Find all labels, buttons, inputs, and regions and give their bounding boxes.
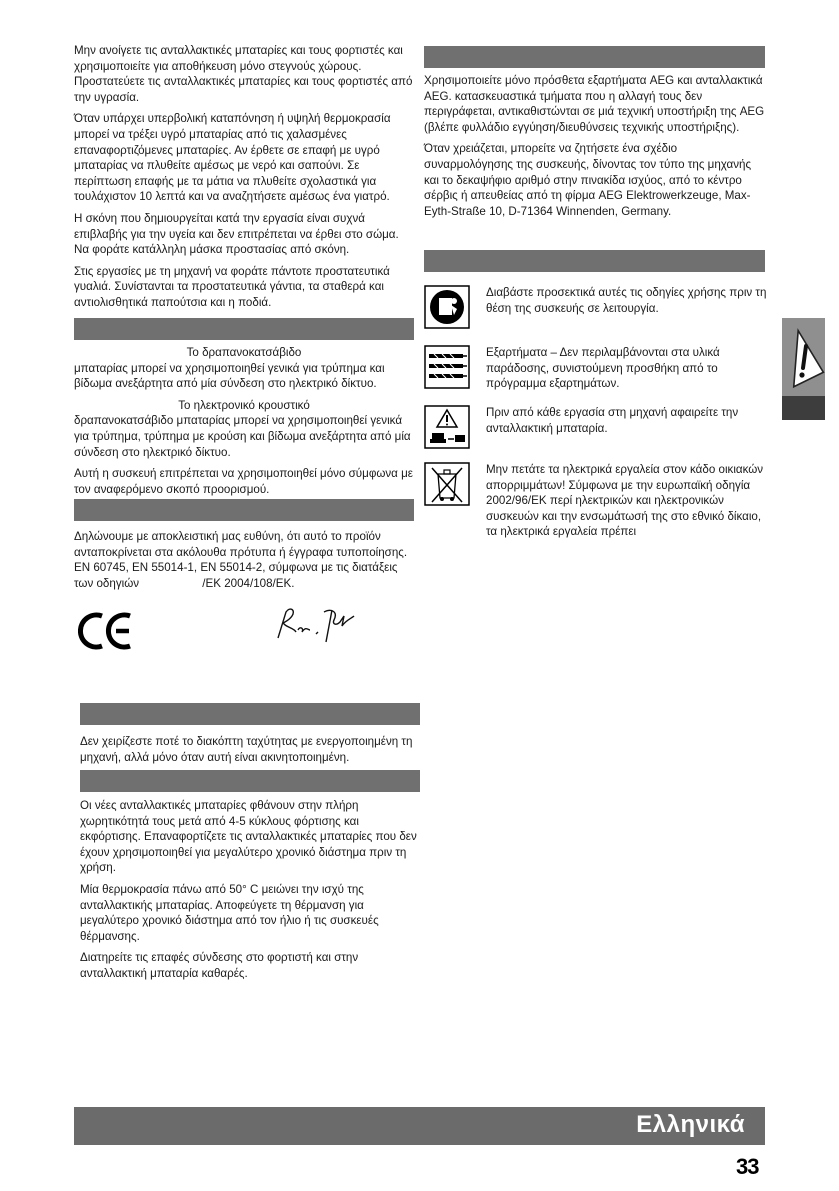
signature xyxy=(272,602,362,648)
usage-line-1-rest: μπαταρίας μπορεί να χρησιμοποιηθεί γενικά για τρύπημα και βίδωμα ανεξάρτητα από μία σύνδεση στο ηλεκτρικό δίκτυο. xyxy=(74,361,385,391)
usage-line-2-start: Το ηλεκτρονικό κρουστικό xyxy=(178,398,310,412)
symbol-text: Πριν από κάθε εργασία στη μηχανή αφαιρείτε την ανταλλακτική μπαταρία. xyxy=(486,406,739,435)
read-manual-icon xyxy=(424,285,470,329)
usage-line-2-rest: δραπανοκατσάβιδο μπαταρίας μπορεί να χρησιμοποιηθεί γενικά για τρύπημα, τρύπημα με κρούση και βίδωμα ανεξάρτητα από μία σύνδεση στο ηλεκτρικό δίκτυο. xyxy=(74,414,411,459)
battery-safety-section xyxy=(74,43,414,317)
ce-mark xyxy=(78,610,138,652)
usage-line-1-start: Το δραπανοκατσάβιδο xyxy=(186,346,302,359)
side-warning-tab xyxy=(782,318,825,420)
symbol-row xyxy=(424,462,769,542)
paragraph: Όταν υπάρχει υπερβολική καταπόνηση ή υψηλή θερμοκρασία μπορεί να τρέξει υγρό μπαταρίας από τις χαλασμένες επαναφορτιζόμενες μπαταρίες. Αν έρθετε σε επαφή με υγρό μπαταρίας να πλυθείτε αμέσως με νερό και σαπούνι. Σε περίπτωση επαφής με τα μάτια να πλυθείτε σχολαστικά για τουλάχιστον 10 λεπτά και να αναζητήσετε αμέσως ένα γιατρό. xyxy=(74,112,391,204)
paragraph: Χρησιμοποιείτε μόνο πρόσθετα εξαρτήματα AEG και ανταλλακτικά AEG. κατασκευαστικά τμήματα που η αλλαγή τους δεν περιγράφεται, αντικαθιστώνται σε μιά τεχνική υποστήριξη της AEG (βλέπε φυλλάδιο εγγύηση/διευθύνσεις τεχνικής υποστήριξης). xyxy=(424,74,765,134)
section-header-bar-symbols xyxy=(424,250,765,272)
remove-battery-icon xyxy=(424,405,470,449)
section-header-bar-conformity xyxy=(74,499,414,521)
paragraph: Οι νέες ανταλλακτικές μπαταρίες φθάνουν στην πλήρη χωρητικότητά τους μετά από 4-5 κύκλους φόρτισης και εκφόρτισης. Επαναφορτίζετε τις ανταλλακτικές μπαταρίες που δεν έχουν χρησιμοποιηθεί για μεγαλύτερο χρονικό διάστημα πριν τη χρήση. xyxy=(80,799,417,875)
section-header-bar-battery xyxy=(80,770,420,792)
battery-care-section xyxy=(80,798,420,988)
operation-section xyxy=(80,734,420,771)
symbol-text: Διαβάστε προσεκτικά αυτές τις οδηγίες χρήσης πριν τη θέση της συσκευής σε λειτουργία. xyxy=(486,286,767,315)
section-header-bar-maintenance xyxy=(424,46,765,68)
conformity-section xyxy=(74,529,414,591)
section-header-bar-operation xyxy=(80,703,420,725)
symbol-row xyxy=(424,345,769,391)
symbol-row xyxy=(424,285,769,331)
paragraph: Μία θερμοκρασία πάνω από 50° C μειώνει την ισχύ της ανταλλακτικής μπαταρίας. Αποφεύγετε τη θέρμανση για μεγαλύτερο χρονικό διάστημα από τον ήλιο ή τις συσκευές θέρμανσης. xyxy=(80,882,379,943)
paragraph: Όταν χρειάζεται, μπορείτε να ζητήσετε ένα σχέδιο συναρμολόγησης της συσκευής, δίνοντας τον τύπο της μηχανής και το δεκαψήφιο αριθμό στην πινακίδα ισχύος, από το κέντρο σέρβις ή απευθείας από τη φίρμα AEG Elektrowerkzeuge, Max-Eyth-Straße 10, D-71364 Winnenden, Germany. xyxy=(424,142,752,218)
accessories-icon xyxy=(424,345,470,389)
operation-text: Δεν χειρίζεστε ποτέ το διακόπτη ταχύτητας με ενεργοποιημένη τη μηχανή, αλλά μόνο όταν αυτή είναι ακινητοποιημένη. xyxy=(80,735,413,764)
usage-section xyxy=(74,345,414,503)
conformity-directive: /EK 2004/108/EK. xyxy=(202,576,295,590)
paragraph: Η σκόνη που δημιουργείται κατά την εργασία είναι συχνά επιβλαβής για την υγεία και δεν επιτρέπεται να έρθει στο σώμα. Να φοράτε κατάλληλη μάσκα προστασίας από σκόνη. xyxy=(74,211,399,257)
conformity-text: Δηλώνουμε με αποκλειστική μας ευθύνη, ότι αυτό το προϊόν ανταποκρίνεται στα ακόλουθα πρότυπα ή έγγραφα τυποποίησης. EN 60745, EN 55014-1, EN 55014-2, σύμφωνα με τις διατάξεις των οδηγιών xyxy=(74,530,408,590)
page-number: 33 xyxy=(736,1154,759,1179)
weee-bin-icon xyxy=(424,462,470,506)
maintenance-section xyxy=(424,73,766,225)
paragraph: Διατηρείτε τις επαφές σύνδεσης στο φορτιστή και στην ανταλλακτική μπαταρία καθαρές. xyxy=(80,951,359,980)
symbol-text: Εξαρτήματα – Δεν περιλαμβάνονται στα υλικά παράδοσης, συνιστούμενη προσθήκη από το πρόγραμμα εξαρτημάτων. xyxy=(486,346,720,391)
usage-line-3: Αυτή η συσκευή επιτρέπεται να χρησιμοποιηθεί μόνο σύμφωνα με τον αναφερόμενο σκοπό προορισμού. xyxy=(74,467,413,496)
section-header-bar-usage xyxy=(74,318,414,340)
warning-exclamation-icon xyxy=(782,318,825,396)
footer-bar xyxy=(74,1107,765,1145)
paragraph: Μην ανοίγετε τις ανταλλακτικές μπαταρίες και τους φορτιστές και χρησιμοποιείτε για αποθήκευση μόνο στεγνούς χώρους. Προστατεύετε τις ανταλλακτικές μπαταρίες και τους φορτιστές από την υγρασία. xyxy=(74,44,413,104)
symbol-row xyxy=(424,405,769,451)
paragraph: Στις εργασίες με τη μηχανή να φοράτε πάντοτε προστατευτικά γυαλιά. Συνίστανται τα προστατευτικά γάντια, τα σταθερά και αντιολισθητικά παπούτσια και η ποδιά. xyxy=(74,264,390,309)
language-label: Ελληνικά xyxy=(636,1111,745,1138)
symbol-text: Μην πετάτε τα ηλεκτρικά εργαλεία στον κάδο οικιακών απορριμμάτων! Σύμφωνα με την ευρωπαϊκή οδηγία 2002/96/ΕΚ περί ηλεκτρικών και ηλεκτρονικών συσκευών και την ενσωμάτωσή της στο εθνικό δίκαιο, τα ηλεκτρικά εργαλεία πρέπει xyxy=(486,463,764,539)
